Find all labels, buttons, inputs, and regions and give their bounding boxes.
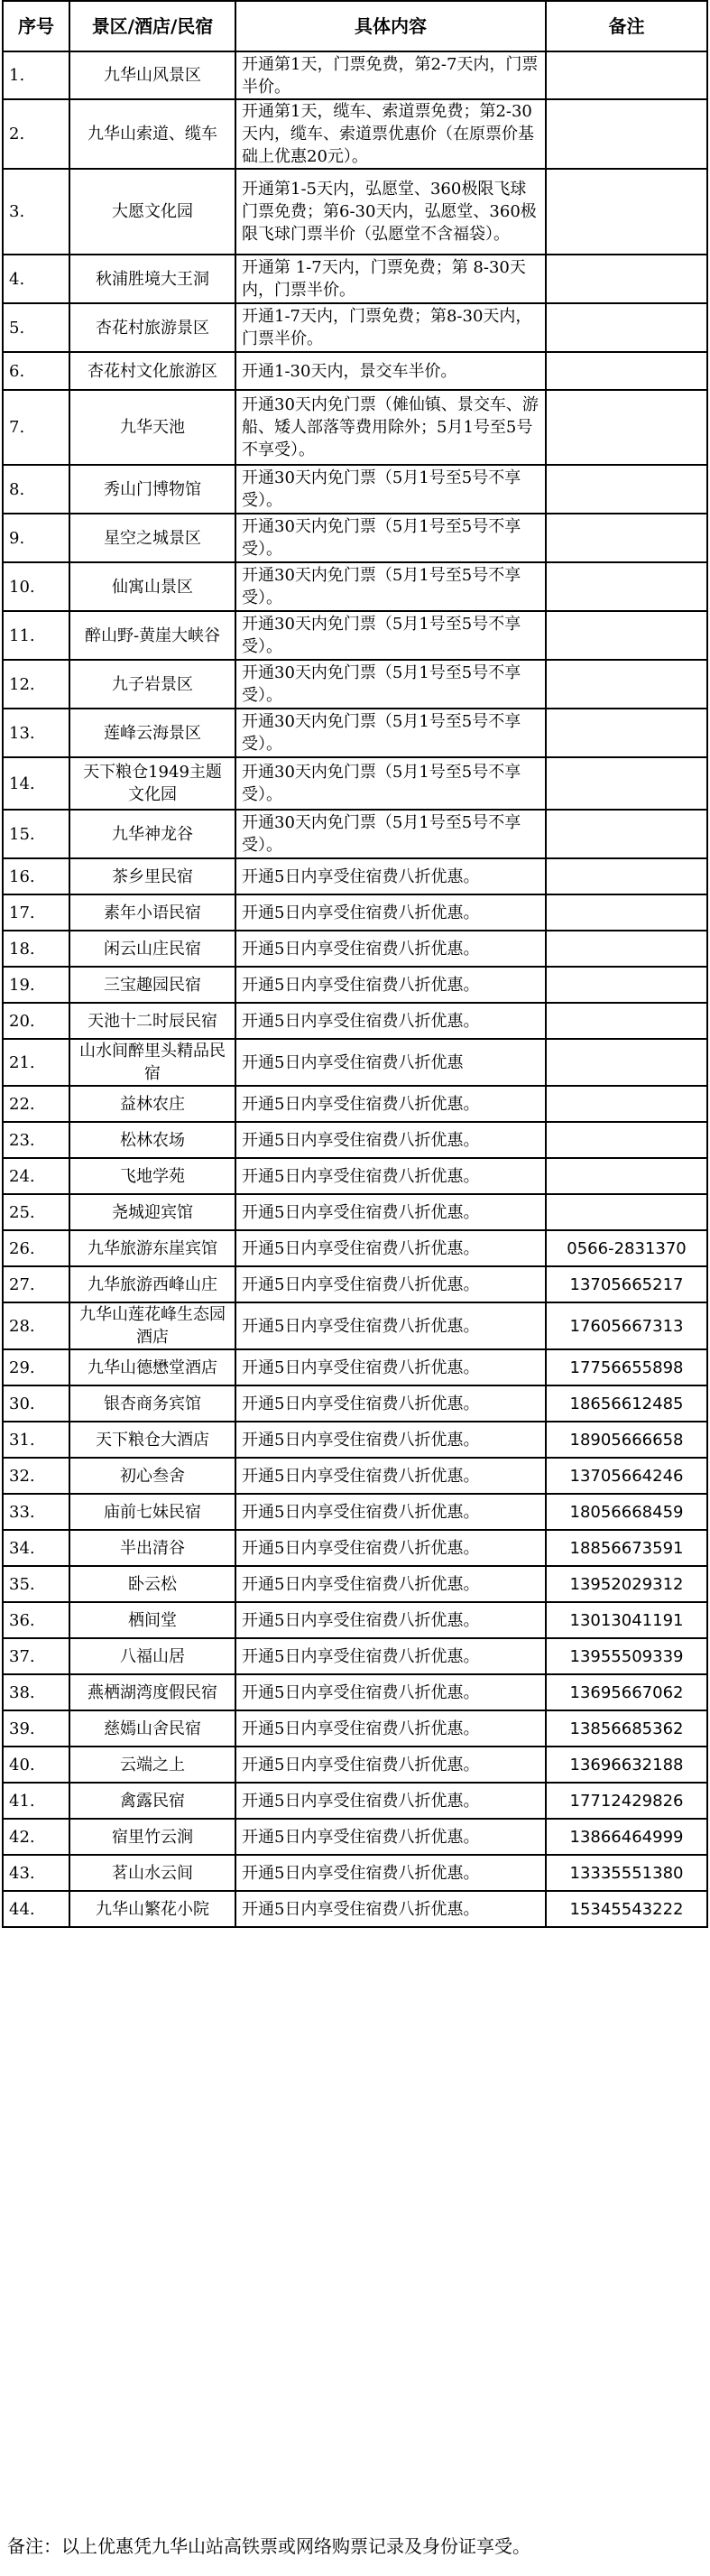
row-name: 九华山风景区 xyxy=(69,51,235,99)
table-row xyxy=(3,169,707,255)
row-name: 云端之上 xyxy=(69,1747,235,1783)
row-content: 开通1-7天内，门票免费；第8-30天内，门票半价。 xyxy=(235,303,546,352)
row-note: 0566-2831370 xyxy=(546,1230,707,1266)
row-note: 17756655898 xyxy=(546,1349,707,1385)
row-number: 5. xyxy=(3,303,69,352)
table-row xyxy=(3,1747,707,1783)
row-number: 34. xyxy=(3,1530,69,1566)
row-content: 开通5日内享受住宿费八折优惠。 xyxy=(235,1422,546,1458)
row-note xyxy=(546,757,707,810)
row-content: 开通30天内免门票（5月1号至5号不享受）。 xyxy=(235,709,546,757)
row-number: 33. xyxy=(3,1494,69,1530)
row-number: 30. xyxy=(3,1385,69,1422)
row-number: 13. xyxy=(3,709,69,757)
row-name: 禽露民宿 xyxy=(69,1783,235,1819)
row-note xyxy=(546,465,707,514)
row-number: 39. xyxy=(3,1710,69,1747)
row-content: 开通5日内享受住宿费八折优惠。 xyxy=(235,1003,546,1039)
row-name: 杏花村旅游景区 xyxy=(69,303,235,352)
row-number: 16. xyxy=(3,858,69,894)
row-name: 卧云松 xyxy=(69,1566,235,1602)
row-content: 开通30天内免门票（傩仙镇、景交车、游船、矮人部落等费用除外；5月1号至5号不享受）。 xyxy=(235,390,546,465)
table-row xyxy=(3,1674,707,1710)
table-row xyxy=(3,894,707,931)
row-content: 开通5日内享受住宿费八折优惠。 xyxy=(235,1747,546,1783)
table-row xyxy=(3,562,707,611)
table-row xyxy=(3,1819,707,1855)
row-content: 开通5日内享受住宿费八折优惠。 xyxy=(235,1458,546,1494)
row-content: 开通30天内免门票（5月1号至5号不享受）。 xyxy=(235,562,546,611)
table-row xyxy=(3,255,707,303)
row-note xyxy=(546,611,707,660)
row-content: 开通5日内享受住宿费八折优惠 xyxy=(235,1039,546,1086)
row-number: 43. xyxy=(3,1855,69,1891)
table-row xyxy=(3,967,707,1003)
row-note xyxy=(546,858,707,894)
row-note xyxy=(546,562,707,611)
row-note xyxy=(546,352,707,390)
table-row xyxy=(3,1638,707,1674)
table-row xyxy=(3,1855,707,1891)
row-number: 12. xyxy=(3,660,69,709)
row-name: 尧城迎宾馆 xyxy=(69,1194,235,1230)
row-name: 飞地学苑 xyxy=(69,1158,235,1194)
row-note: 17712429826 xyxy=(546,1783,707,1819)
row-note xyxy=(546,810,707,858)
row-number: 22. xyxy=(3,1086,69,1122)
row-note: 13705664246 xyxy=(546,1458,707,1494)
table-row xyxy=(3,660,707,709)
row-content: 开通5日内享受住宿费八折优惠。 xyxy=(235,1710,546,1747)
row-note: 18656612485 xyxy=(546,1385,707,1422)
table-row xyxy=(3,611,707,660)
row-name: 燕栖湖湾度假民宿 xyxy=(69,1674,235,1710)
row-number: 14. xyxy=(3,757,69,810)
row-note: 13952029312 xyxy=(546,1566,707,1602)
table-row xyxy=(3,1891,707,1927)
table-row xyxy=(3,757,707,810)
row-note xyxy=(546,255,707,303)
table-row xyxy=(3,352,707,390)
row-number: 11. xyxy=(3,611,69,660)
row-content: 开通5日内享受住宿费八折优惠。 xyxy=(235,1266,546,1302)
table-row xyxy=(3,1602,707,1638)
table-row xyxy=(3,1230,707,1266)
row-number: 10. xyxy=(3,562,69,611)
row-note xyxy=(546,967,707,1003)
row-note: 13705665217 xyxy=(546,1266,707,1302)
row-name: 三宝趣园民宿 xyxy=(69,967,235,1003)
row-number: 9. xyxy=(3,514,69,562)
table-row xyxy=(3,514,707,562)
row-name: 九华山繁花小院 xyxy=(69,1891,235,1927)
row-note: 13866464999 xyxy=(546,1819,707,1855)
row-name: 茗山水云间 xyxy=(69,1855,235,1891)
row-content: 开通5日内享受住宿费八折优惠。 xyxy=(235,1230,546,1266)
row-number: 26. xyxy=(3,1230,69,1266)
row-name: 天池十二时辰民宿 xyxy=(69,1003,235,1039)
table-row xyxy=(3,810,707,858)
table-row xyxy=(3,390,707,465)
row-content: 开通5日内享受住宿费八折优惠。 xyxy=(235,1674,546,1710)
table-row xyxy=(3,1710,707,1747)
row-number: 2. xyxy=(3,99,69,169)
table-row xyxy=(3,1385,707,1422)
row-number: 41. xyxy=(3,1783,69,1819)
row-note: 13695667062 xyxy=(546,1674,707,1710)
row-name: 茶乡里民宿 xyxy=(69,858,235,894)
row-content: 开通5日内享受住宿费八折优惠。 xyxy=(235,1122,546,1158)
row-note xyxy=(546,1003,707,1039)
row-note xyxy=(546,709,707,757)
row-name: 九子岩景区 xyxy=(69,660,235,709)
row-name: 银杏商务宾馆 xyxy=(69,1385,235,1422)
table-row xyxy=(3,1566,707,1602)
row-content: 开通5日内享受住宿费八折优惠。 xyxy=(235,1086,546,1122)
row-number: 23. xyxy=(3,1122,69,1158)
row-name: 杏花村文化旅游区 xyxy=(69,352,235,390)
header-name: 景区/酒店/民宿 xyxy=(69,1,235,51)
row-note: 13696632188 xyxy=(546,1747,707,1783)
table-row xyxy=(3,303,707,352)
row-note xyxy=(546,1122,707,1158)
row-name: 慈嫣山舍民宿 xyxy=(69,1710,235,1747)
row-name: 秋浦胜境大王洞 xyxy=(69,255,235,303)
header-note: 备注 xyxy=(546,1,707,51)
row-note xyxy=(546,660,707,709)
row-number: 40. xyxy=(3,1747,69,1783)
row-note xyxy=(546,51,707,99)
row-content: 开通第1-5天内，弘愿堂、360极限飞球门票免费；第6-30天内，弘愿堂、360极限飞球门票半价（弘愿堂不含福袋）。 xyxy=(235,169,546,255)
row-content: 开通30天内免门票（5月1号至5号不享受）。 xyxy=(235,611,546,660)
row-number: 18. xyxy=(3,931,69,967)
promo-table xyxy=(2,0,708,1928)
row-number: 15. xyxy=(3,810,69,858)
row-name: 八福山居 xyxy=(69,1638,235,1674)
row-number: 36. xyxy=(3,1602,69,1638)
row-name: 莲峰云海景区 xyxy=(69,709,235,757)
row-number: 38. xyxy=(3,1674,69,1710)
row-content: 开通30天内免门票（5月1号至5号不享受）。 xyxy=(235,660,546,709)
row-note: 18056668459 xyxy=(546,1494,707,1530)
row-content: 开通5日内享受住宿费八折优惠。 xyxy=(235,1194,546,1230)
footnote: 备注：以上优惠凭九华山站高铁票或网络购票记录及身份证享受。 xyxy=(7,2535,530,2557)
table-row xyxy=(3,1158,707,1194)
row-name: 九华山莲花峰生态园酒店 xyxy=(69,1302,235,1349)
row-name: 九华旅游西峰山庄 xyxy=(69,1266,235,1302)
row-number: 4. xyxy=(3,255,69,303)
row-name: 天下粮仓大酒店 xyxy=(69,1422,235,1458)
row-note: 13856685362 xyxy=(546,1710,707,1747)
row-name: 星空之城景区 xyxy=(69,514,235,562)
table-row xyxy=(3,1494,707,1530)
table-row xyxy=(3,1458,707,1494)
row-content: 开通第1天，门票免费，第2-7天内，门票半价。 xyxy=(235,51,546,99)
row-name: 秀山门博物馆 xyxy=(69,465,235,514)
row-note: 18856673591 xyxy=(546,1530,707,1566)
row-name: 九华神龙谷 xyxy=(69,810,235,858)
table-row xyxy=(3,1039,707,1086)
row-note: 13013041191 xyxy=(546,1602,707,1638)
row-note xyxy=(546,390,707,465)
row-number: 20. xyxy=(3,1003,69,1039)
row-content: 开通第1天，缆车、索道票免费；第2-30天内，缆车、索道票优惠价（在原票价基础上优惠20元）。 xyxy=(235,99,546,169)
row-note xyxy=(546,514,707,562)
table-row xyxy=(3,1266,707,1302)
row-note xyxy=(546,99,707,169)
table-row xyxy=(3,465,707,514)
row-name: 九华山德懋堂酒店 xyxy=(69,1349,235,1385)
row-number: 3. xyxy=(3,169,69,255)
row-content: 开通5日内享受住宿费八折优惠。 xyxy=(235,1819,546,1855)
row-content: 开通5日内享受住宿费八折优惠。 xyxy=(235,1385,546,1422)
row-content: 开通5日内享受住宿费八折优惠。 xyxy=(235,967,546,1003)
row-name: 素年小语民宿 xyxy=(69,894,235,931)
row-name: 山水间醉里头精品民宿 xyxy=(69,1039,235,1086)
row-number: 1. xyxy=(3,51,69,99)
row-note xyxy=(546,1039,707,1086)
table-row xyxy=(3,1349,707,1385)
row-content: 开通30天内免门票（5月1号至5号不享受）。 xyxy=(235,514,546,562)
row-number: 28. xyxy=(3,1302,69,1349)
row-content: 开通30天内免门票（5月1号至5号不享受）。 xyxy=(235,465,546,514)
row-content: 开通5日内享受住宿费八折优惠。 xyxy=(235,931,546,967)
row-content: 开通5日内享受住宿费八折优惠。 xyxy=(235,894,546,931)
row-number: 31. xyxy=(3,1422,69,1458)
row-note xyxy=(546,894,707,931)
row-content: 开通5日内享受住宿费八折优惠。 xyxy=(235,1855,546,1891)
row-number: 7. xyxy=(3,390,69,465)
row-number: 44. xyxy=(3,1891,69,1927)
table-header-row xyxy=(3,1,707,51)
row-name: 益林农庄 xyxy=(69,1086,235,1122)
row-note xyxy=(546,303,707,352)
table-row xyxy=(3,1422,707,1458)
table-row xyxy=(3,1086,707,1122)
table-row xyxy=(3,858,707,894)
row-name: 宿里竹云涧 xyxy=(69,1819,235,1855)
row-number: 42. xyxy=(3,1819,69,1855)
row-name: 大愿文化园 xyxy=(69,169,235,255)
table-row xyxy=(3,1302,707,1349)
row-name: 仙寓山景区 xyxy=(69,562,235,611)
row-number: 25. xyxy=(3,1194,69,1230)
row-number: 21. xyxy=(3,1039,69,1086)
table-row xyxy=(3,1003,707,1039)
row-number: 8. xyxy=(3,465,69,514)
row-note xyxy=(546,169,707,255)
row-name: 初心叁舍 xyxy=(69,1458,235,1494)
row-number: 24. xyxy=(3,1158,69,1194)
row-content: 开通5日内享受住宿费八折优惠。 xyxy=(235,1602,546,1638)
row-content: 开通5日内享受住宿费八折优惠。 xyxy=(235,1891,546,1927)
row-number: 27. xyxy=(3,1266,69,1302)
row-note: 17605667313 xyxy=(546,1302,707,1349)
table-row xyxy=(3,1194,707,1230)
row-content: 开通5日内享受住宿费八折优惠。 xyxy=(235,1494,546,1530)
row-name: 九华天池 xyxy=(69,390,235,465)
row-name: 庙前七妹民宿 xyxy=(69,1494,235,1530)
row-content: 开通第 1-7天内，门票免费；第 8-30天内，门票半价。 xyxy=(235,255,546,303)
row-note xyxy=(546,1086,707,1122)
row-content: 开通30天内免门票（5月1号至5号不享受）。 xyxy=(235,810,546,858)
row-note xyxy=(546,1158,707,1194)
row-number: 6. xyxy=(3,352,69,390)
row-number: 17. xyxy=(3,894,69,931)
row-content: 开通30天内免门票（5月1号至5号不享受）。 xyxy=(235,757,546,810)
table-row xyxy=(3,51,707,99)
row-name: 九华山索道、缆车 xyxy=(69,99,235,169)
header-no: 序号 xyxy=(3,1,69,51)
row-content: 开通5日内享受住宿费八折优惠。 xyxy=(235,1158,546,1194)
row-content: 开通5日内享受住宿费八折优惠。 xyxy=(235,1566,546,1602)
row-note xyxy=(546,1194,707,1230)
row-note: 18905666658 xyxy=(546,1422,707,1458)
table-row xyxy=(3,1530,707,1566)
header-content: 具体内容 xyxy=(235,1,546,51)
row-name: 醉山野-黄崖大峡谷 xyxy=(69,611,235,660)
row-name: 松林农场 xyxy=(69,1122,235,1158)
row-number: 19. xyxy=(3,967,69,1003)
row-number: 29. xyxy=(3,1349,69,1385)
row-note xyxy=(546,931,707,967)
row-number: 37. xyxy=(3,1638,69,1674)
table-row xyxy=(3,709,707,757)
row-note: 13335551380 xyxy=(546,1855,707,1891)
row-number: 35. xyxy=(3,1566,69,1602)
table-row xyxy=(3,931,707,967)
table-row xyxy=(3,99,707,169)
row-content: 开通5日内享受住宿费八折优惠。 xyxy=(235,1638,546,1674)
row-name: 闲云山庄民宿 xyxy=(69,931,235,967)
table-body xyxy=(3,51,707,1927)
row-note: 13955509339 xyxy=(546,1638,707,1674)
row-content: 开通5日内享受住宿费八折优惠。 xyxy=(235,1530,546,1566)
table-row xyxy=(3,1122,707,1158)
row-content: 开通5日内享受住宿费八折优惠。 xyxy=(235,1349,546,1385)
row-note: 15345543222 xyxy=(546,1891,707,1927)
table-row xyxy=(3,1783,707,1819)
row-name: 九华旅游东崖宾馆 xyxy=(69,1230,235,1266)
row-content: 开通5日内享受住宿费八折优惠。 xyxy=(235,858,546,894)
row-name: 天下粮仓1949主题文化园 xyxy=(69,757,235,810)
row-number: 32. xyxy=(3,1458,69,1494)
row-content: 开通5日内享受住宿费八折优惠。 xyxy=(235,1783,546,1819)
row-content: 开通1-30天内，景交车半价。 xyxy=(235,352,546,390)
row-name: 栖间堂 xyxy=(69,1602,235,1638)
row-content: 开通5日内享受住宿费八折优惠。 xyxy=(235,1302,546,1349)
row-name: 半出清谷 xyxy=(69,1530,235,1566)
